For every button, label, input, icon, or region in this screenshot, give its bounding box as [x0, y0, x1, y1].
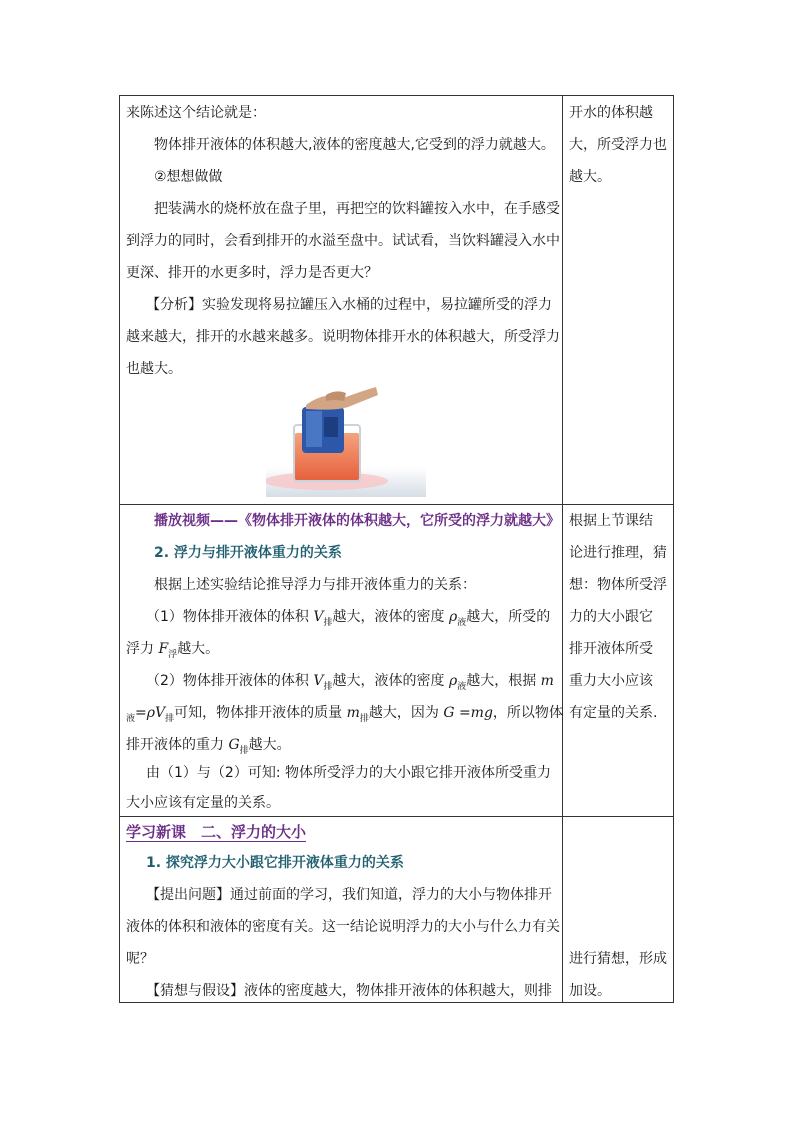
side-note: 想：物体所受浮 — [569, 577, 667, 593]
side-note: 力的大小跟它 — [569, 609, 653, 625]
formula-line: $_液=\rho V_排$可知，物体排开液体的质量 $m_排$越大，因为 G =mg，所以物体 — [126, 705, 563, 724]
text-line: 到浮力的同时，会看到排开的水溢至盘中。试试看，当饮料罐浸入水中 — [126, 233, 560, 249]
side-note: 根据上节课结 — [569, 513, 653, 529]
lesson-table — [119, 95, 674, 1003]
analysis-text: 【分析】实验发现将易拉罐压入水桶的过程中，易拉罐所受的浮力 — [146, 297, 552, 313]
row-divider — [120, 816, 673, 817]
side-note: 进行猜想，形成 — [569, 951, 667, 967]
text-line: 更深、排开的水更多时，浮力是否更大？ — [126, 265, 378, 281]
question-text: 【提出问题】通过前面的学习，我们知道，浮力的大小与物体排开 — [146, 887, 552, 903]
conclusion-text: 物体排开液体的体积越大,液体的密度越大,它受到的浮力就越大。 — [154, 137, 555, 153]
side-note: 论进行推理，猜 — [569, 545, 667, 561]
side-note: 越大。 — [569, 169, 611, 185]
row-divider — [120, 504, 673, 505]
text-line: 呢？ — [126, 951, 154, 967]
column-divider — [562, 96, 563, 1002]
text-line: 根据上述实验结论推导浮力与排开液体重力的关系： — [154, 577, 476, 593]
experiment-photo — [266, 385, 426, 497]
subheading-explore: 1. 探究浮力大小跟它排开液体重力的关系 — [146, 855, 404, 871]
side-note: 重力大小应该 — [569, 673, 653, 689]
side-note: 有定量的关系. — [569, 705, 658, 721]
side-note: 大，所受浮力也 — [569, 137, 667, 153]
subheading-think: ②想想做做 — [154, 169, 223, 185]
side-note: 开水的体积越 — [569, 105, 653, 121]
video-caption: 播放视频——《物体排开液体的体积越大，它所受的浮力就越大》 — [154, 513, 560, 529]
formula-line: （1）物体排开液体的体积 $V_排$越大，液体的密度 $\rho_液$越大，所受的 — [146, 609, 551, 628]
text-line: 把装满水的烧杯放在盘子里，再把空的饮料罐按入水中，在手感受 — [154, 201, 560, 217]
text-line: 也越大。 — [126, 361, 182, 377]
text-line: 由（1）与（2）可知: 物体所受浮力的大小跟它排开液体所受重力 — [146, 765, 551, 781]
hypothesis-text: 【猜想与假设】液体的密度越大，物体排开液体的体积越大，则排 — [146, 983, 552, 999]
side-note: 加设。 — [569, 983, 611, 999]
text-line: 来陈述这个结论就是： — [126, 105, 266, 121]
formula-line: 浮力 $F_浮$越大。 — [126, 641, 220, 660]
text-line: 大小应该有定量的关系。 — [126, 795, 280, 811]
text-line: 液体的体积和液体的密度有关。这一结论说明浮力的大小与什么力有关 — [126, 919, 560, 935]
text-line: 越来越大，排开的水越来越多。说明物体排开水的体积越大，所受浮力 — [126, 329, 560, 345]
formula-line: 排开液体的重力 $G_排$越大。 — [126, 737, 291, 756]
formula-line: （2）物体排开液体的体积 $V_排$越大，液体的密度 $\rho_液$越大，根据 m — [146, 673, 554, 692]
subheading-relation: 2. 浮力与排开液体重力的关系 — [154, 545, 342, 561]
side-note: 排开液体所受 — [569, 641, 653, 657]
section-title: 学习新课 二、浮力的大小 — [126, 823, 307, 841]
